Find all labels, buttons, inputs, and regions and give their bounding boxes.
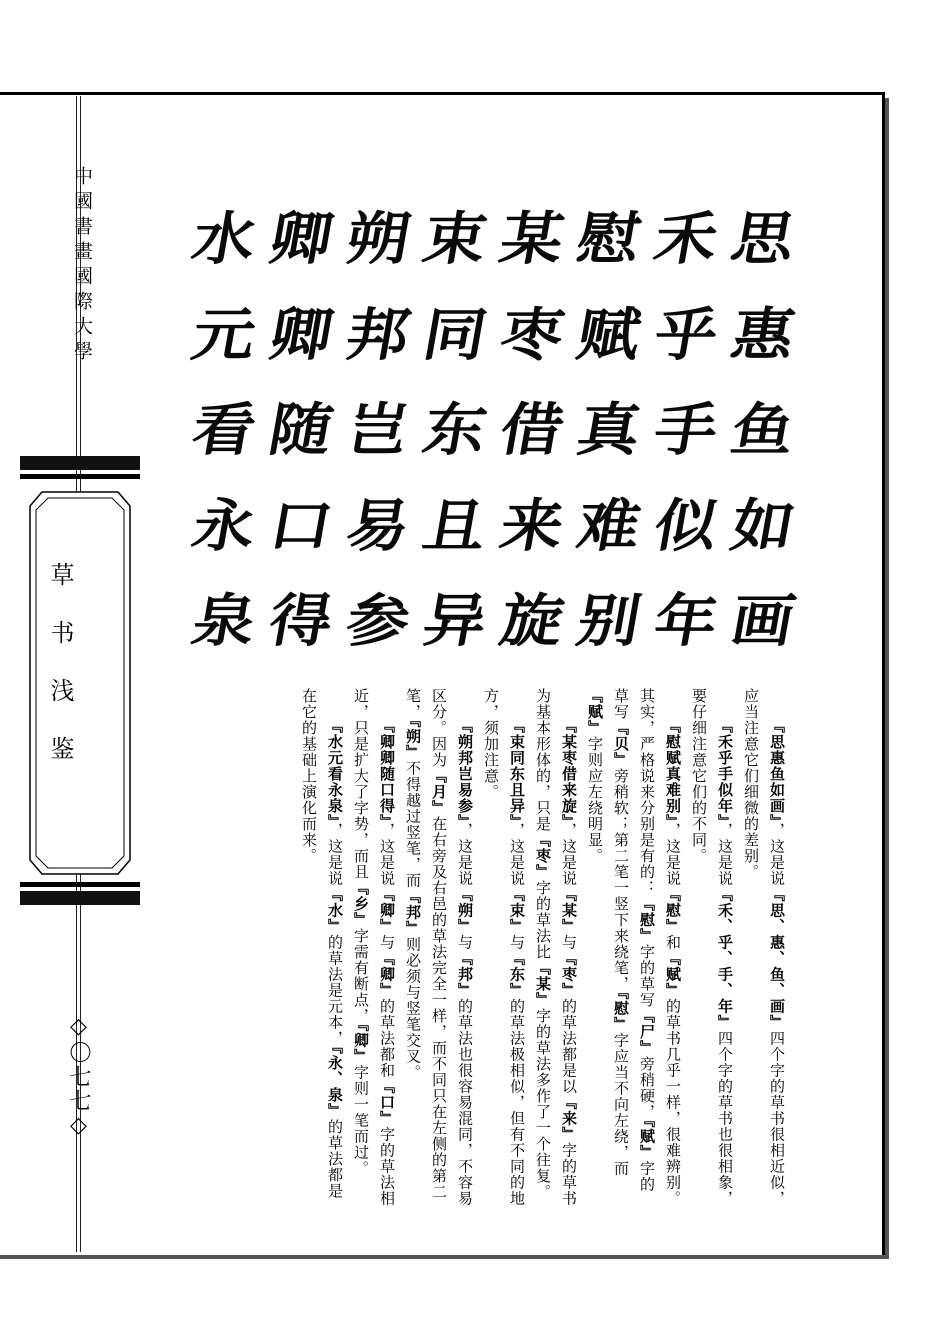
calligraphy-column [340, 195, 416, 665]
body-paragraph: 『水元看永泉』，这是说『水』的草法是元本，『永、泉』的草法都是在它的基础上演化而来。 [300, 688, 344, 1199]
calligraphy-character: 慰 [572, 204, 647, 273]
calligraphy-character: 泉 [187, 586, 262, 655]
calligraphy-character: 口 [264, 491, 339, 559]
calligraphy-character: 看 [187, 395, 262, 464]
book-title: 草书浅鉴 [46, 562, 74, 794]
calligraphy-character: 卿 [264, 300, 339, 368]
body-paragraph: 『朔邦岂易参』，这是说『朔』与『邦』的草法也很容易混同，不容易区分。因为『月』在右旁及右邑的草法完全一样，而不同只在左侧的第二笔，『朔』不得越过竖笔，而『邦』则必须与竖笔交叉。 [404, 688, 474, 1207]
calligraphy-character: 朔 [341, 204, 416, 273]
calligraphy-character: 如 [726, 491, 801, 559]
body-paragraph: 『某枣借来旋』，这是说『某』与『枣』的草法都是以『来』字的草书为基本形体的，只是『枣』字的草法比『某』字的草法多作了一个往复。 [534, 688, 578, 1207]
calligraphy-character: 某 [495, 204, 570, 273]
title-bar-bottom-thick [20, 891, 140, 905]
body-paragraph: 『禾乎手似年』，这是说『禾、乎、手、年』四个字的草书也很相象，要仔细注意它们的不同。 [690, 688, 734, 1207]
calligraphy-character: 束 [418, 204, 493, 273]
calligraphy-character: 赋 [572, 300, 647, 368]
calligraphy-character: 岂 [341, 395, 416, 464]
title-bar-top-thin [20, 474, 140, 479]
body-text [200, 688, 790, 1208]
calligraphy-character: 旋 [495, 586, 570, 655]
university-name: 中國書畫國際大學 [71, 166, 93, 366]
body-paragraph: 『慰赋真难别』，这是说『慰』和『赋』的草书几乎一样，很难辨别。其实，严格说来分别是有的：『慰』字的草写『尸』旁稍硬，『赋』字的草写『贝』旁稍软；第二笔一竖下来绕笔，『慰』字应当不向左绕，而『赋』字则应左绕明显。 [586, 688, 682, 1207]
calligraphy-character: 枣 [495, 300, 570, 368]
calligraphy-grid [180, 195, 800, 665]
calligraphy-character: 来 [495, 491, 570, 559]
calligraphy-character: 真 [572, 395, 647, 464]
calligraphy-column [648, 195, 724, 665]
calligraphy-character: 手 [649, 395, 724, 464]
calligraphy-character: 画 [726, 586, 801, 655]
body-paragraph: 『卿卿随口得』，这是说『卿』与『卿』的草法都和『口』字的草法相近，只是扩大了字势，而且『乡』字需有断点，『卿』字则一笔而过。 [352, 688, 396, 1207]
calligraphy-character: 同 [418, 300, 493, 368]
calligraphy-column [571, 195, 647, 665]
calligraphy-character: 水 [187, 204, 262, 273]
calligraphy-character: 异 [418, 586, 493, 655]
title-bar-top-thick [20, 456, 140, 470]
calligraphy-character: 借 [495, 395, 570, 464]
calligraphy-column [725, 195, 801, 665]
body-paragraph: 『思惠鱼如画』，这是说『思、惠、鱼、画』四个字的草书很相近似，应当注意它们细微的差别。 [742, 688, 786, 1207]
title-bar-bottom-thin [20, 882, 140, 887]
body-paragraph: 『束同东且异』，这是说『束』与『东』的草法极相似，但有不同的地方，须加注意。 [482, 688, 526, 1207]
calligraphy-character: 易 [341, 491, 416, 559]
calligraphy-character: 卿 [264, 204, 339, 273]
calligraphy-character: 惠 [726, 300, 801, 368]
calligraphy-character: 乎 [649, 300, 724, 368]
calligraphy-column [263, 195, 339, 665]
calligraphy-character: 东 [418, 395, 493, 464]
page-frame-shadow-right [885, 98, 889, 1259]
calligraphy-character: 元 [187, 300, 262, 368]
calligraphy-character: 邦 [341, 300, 416, 368]
calligraphy-character: 似 [649, 491, 724, 559]
calligraphy-character: 别 [572, 586, 647, 655]
calligraphy-character: 参 [341, 586, 416, 655]
page-number: ◇〇七七◇ [66, 1014, 91, 1140]
calligraphy-character: 随 [264, 395, 339, 464]
calligraphy-character: 难 [572, 491, 647, 559]
calligraphy-character: 且 [418, 491, 493, 559]
calligraphy-character: 得 [264, 586, 339, 655]
calligraphy-character: 年 [649, 586, 724, 655]
calligraphy-character: 永 [187, 491, 262, 559]
calligraphy-column [417, 195, 493, 665]
calligraphy-character: 鱼 [726, 395, 801, 464]
page-frame-shadow [0, 1255, 888, 1259]
calligraphy-character: 禾 [649, 204, 724, 273]
calligraphy-column [186, 195, 262, 665]
calligraphy-character: 思 [726, 204, 801, 273]
calligraphy-column [494, 195, 570, 665]
